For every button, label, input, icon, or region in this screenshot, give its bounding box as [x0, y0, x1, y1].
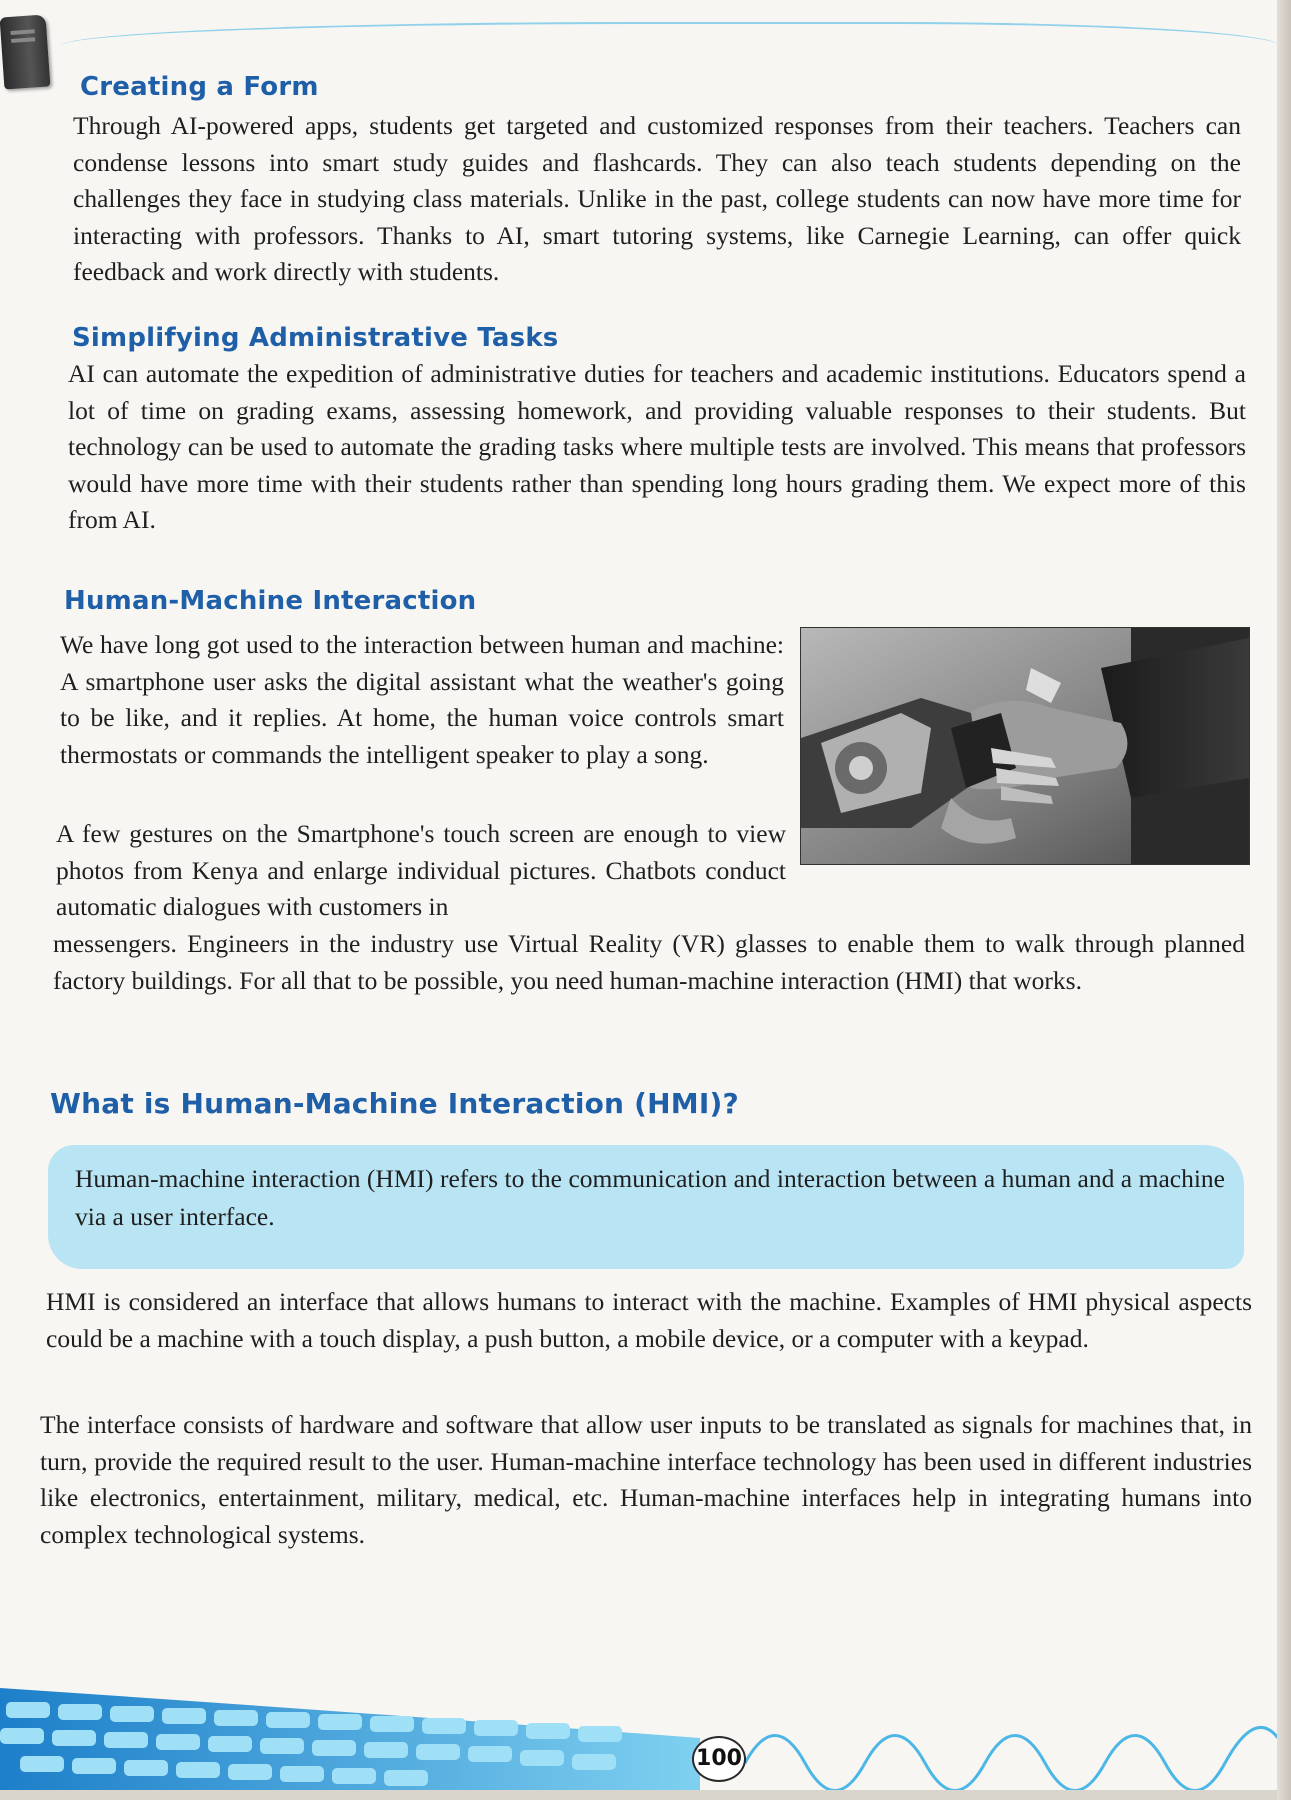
heading-creating-form: Creating a Form [80, 72, 319, 102]
definition-text: Human-machine interaction (HMI) refers to the communication and interaction between a human and a machine via a user interface. [75, 1164, 1225, 1231]
paragraph-hmi-2: A few gestures on the Smartphone's touch screen are enough to view photos from Kenya and enlarge individual pictures. Chatbots conduct automatic dialogues with customers in [56, 819, 786, 921]
paragraph-hmi-3: messengers. Engineers in the industry use Virtual Reality (VR) glasses to enable them to walk through planned factory buildings. For all that to be possible, you need human-machine interaction (HMI) that works. [53, 929, 1245, 995]
paragraph-hmi-1: We have long got used to the interaction between human and machine: A smartphone user asks the digital assistant what the weather's going to be like, and it replies. At home, the human voice controls smart thermostats or commands the intelligent speaker to play a song. [60, 630, 784, 769]
paragraph-hmi-examples: HMI is considered an interface that allows humans to interact with the machine. Examples of HMI physical aspects could be a machine with a touch display, a push button, a mobile device, or a computer with a keypad. [46, 1287, 1252, 1353]
page-number: 100 [692, 1736, 746, 1782]
paragraph-creating-form: Through AI-powered apps, students get targeted and customized responses from their teachers. Teachers can condense lessons into smart study guides and flashcards. They can also teach students depending on the challenges they face in studying class materials. Unlike in the past, college students can now have more time for interacting with professors. Thanks to AI, smart tutoring systems, like Carnegie Learning, can offer quick feedback and work directly with students. [73, 111, 1241, 286]
keyboard-keys-decoration [0, 1668, 1280, 1790]
paragraph-hmi-interface: The interface consists of hardware and software that allow user inputs to be translated as signals for machines that, in turn, provide the required result to the user. Human-machine interface technology has been used in different industries like electronics, entertainment, military, medical, etc. Human-machine interfaces help in integrating humans into complex technological systems. [40, 1410, 1252, 1549]
robot-human-handshake-photo [800, 627, 1250, 865]
paragraph-admin-tasks: AI can automate the expedition of administrative duties for teachers and academic institutions. Educators spend a lot of time on grading exams, assessing homework, and providing valuable responses to their students. But technology can be used to automate the grading tasks where multiple tests are involved. This means that professors would have more time with their students rather than spending long hours grading them. We expect more of this from AI. [68, 359, 1246, 534]
heading-what-is-hmi: What is Human-Machine Interaction (HMI)? [50, 1087, 739, 1120]
computer-tower-icon [0, 14, 50, 89]
page-edge [1277, 0, 1291, 1800]
top-border-decoration [60, 22, 1280, 46]
handshake-illustration [801, 628, 1249, 864]
heading-admin-tasks: Simplifying Administrative Tasks [72, 323, 559, 353]
heading-hmi: Human-Machine Interaction [64, 586, 477, 616]
